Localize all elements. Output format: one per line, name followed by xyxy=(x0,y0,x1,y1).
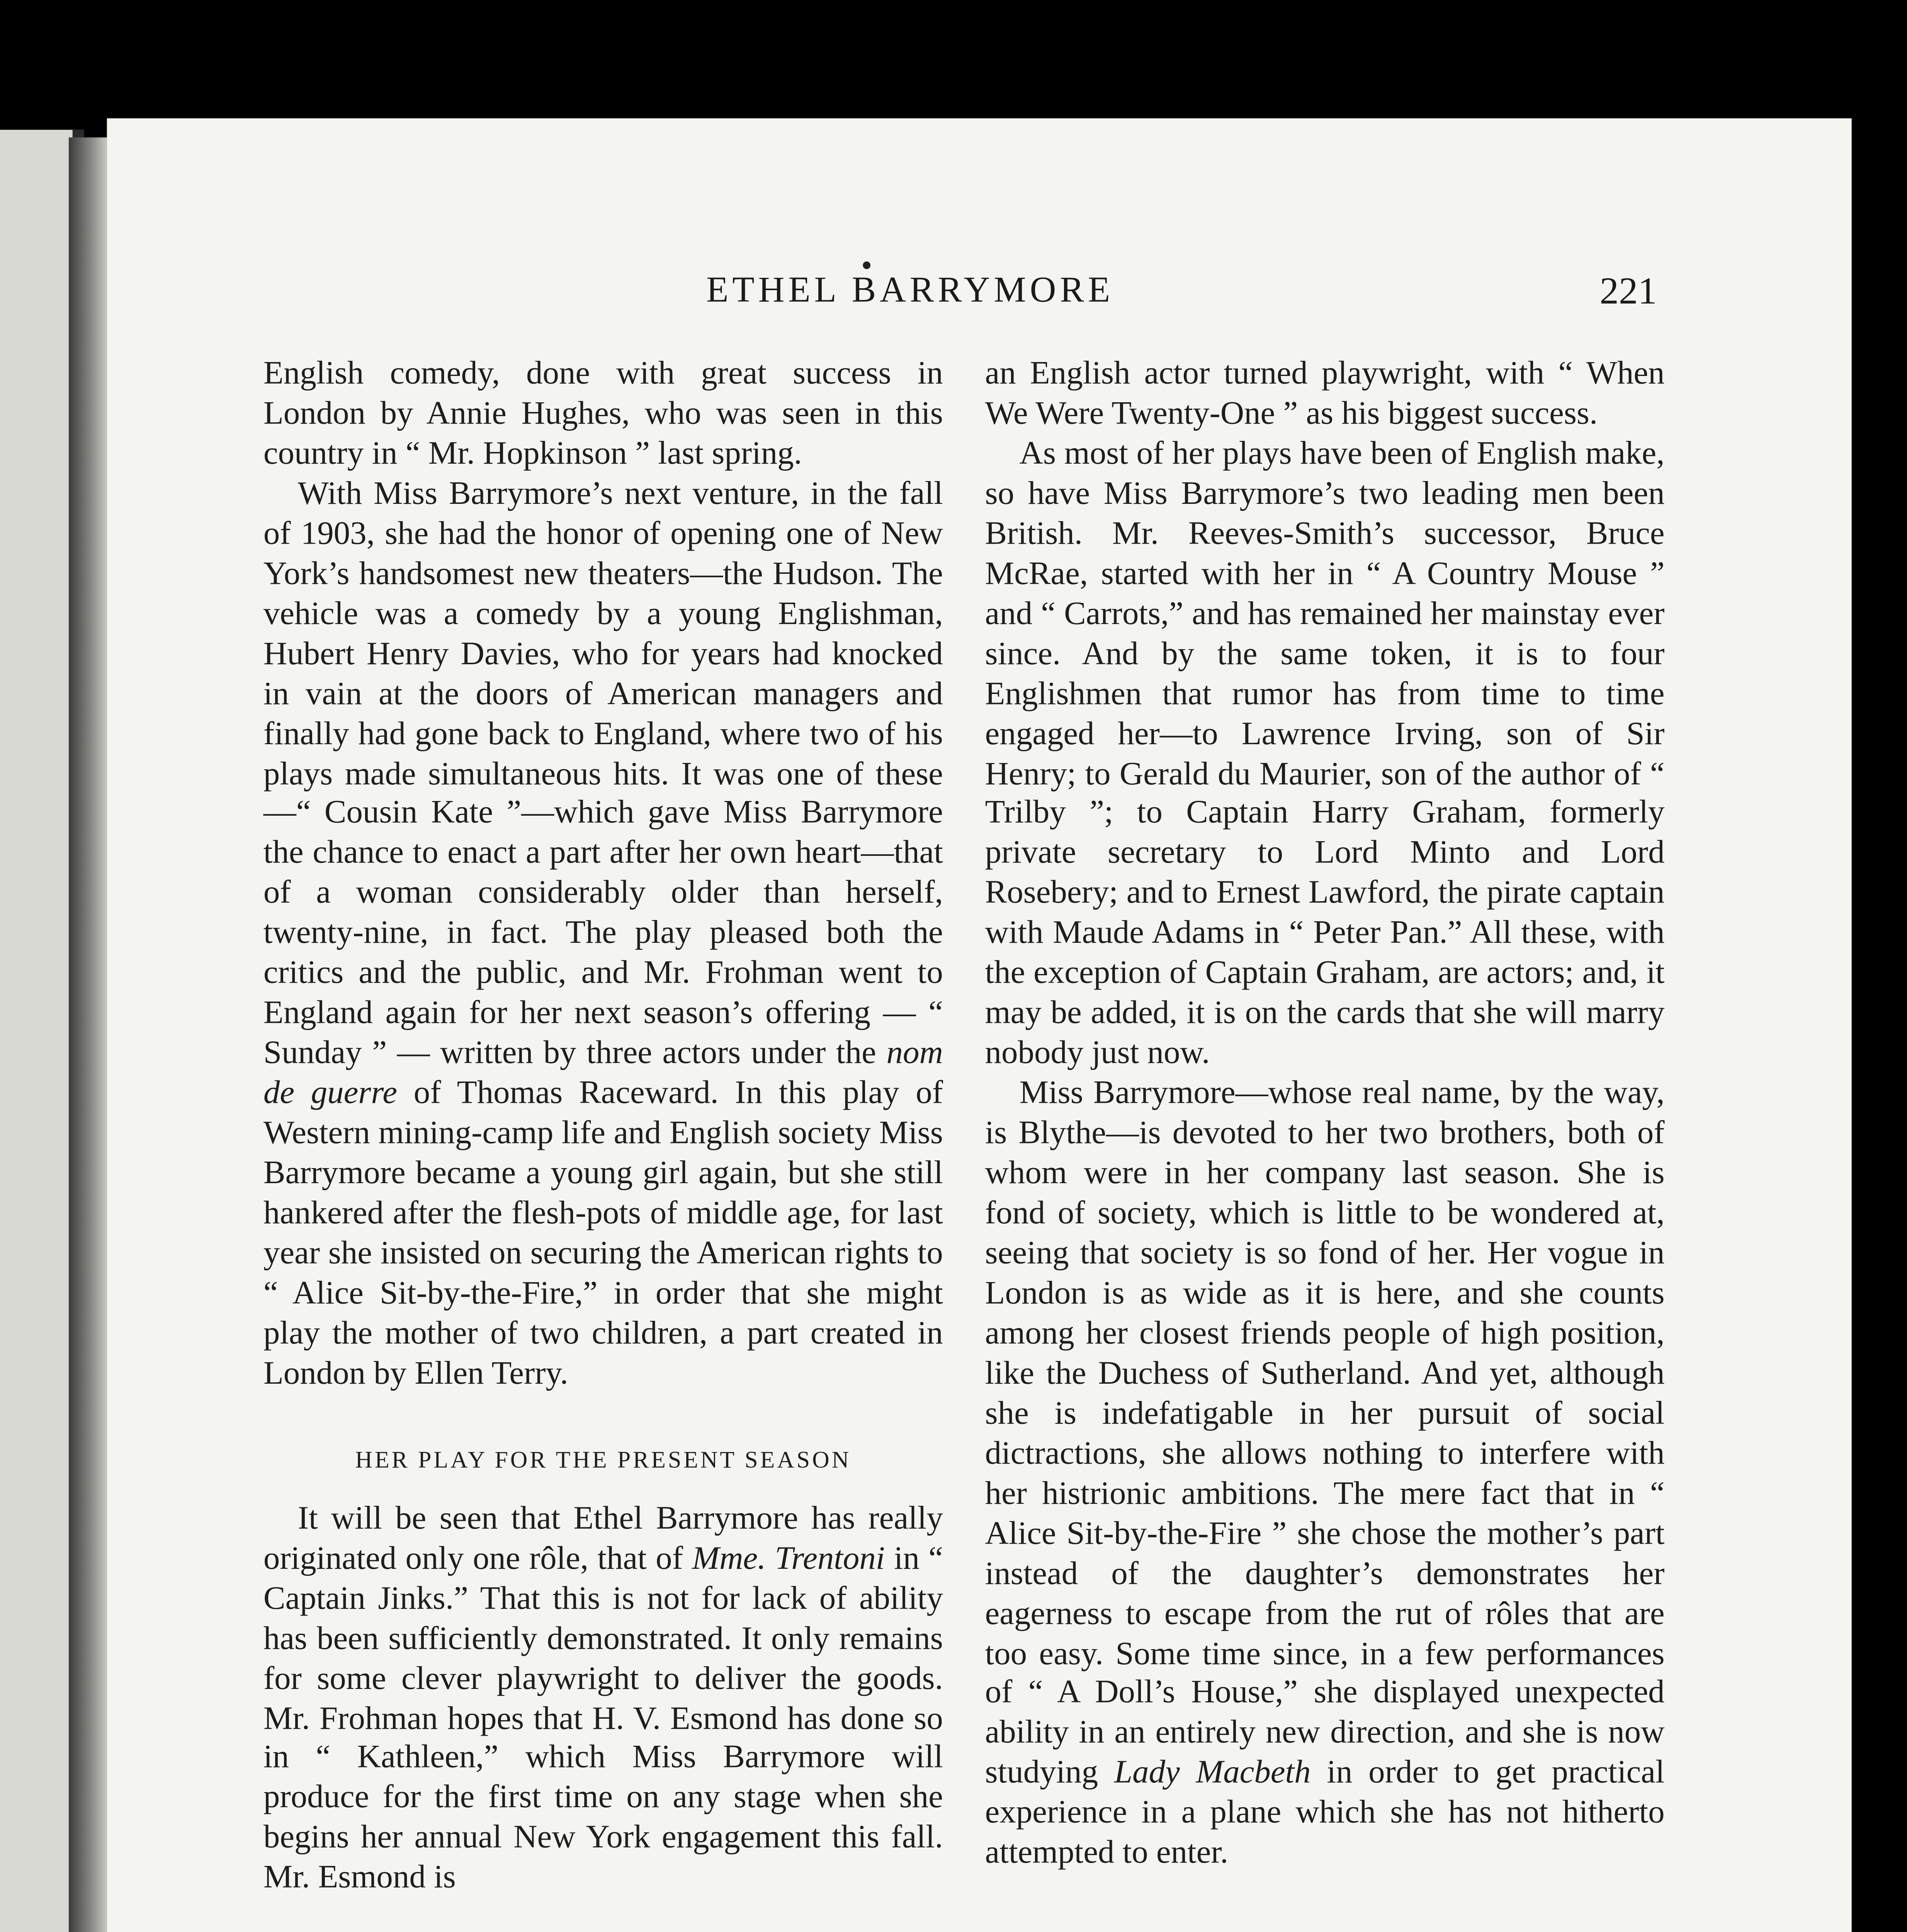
paragraph xyxy=(263,1500,943,1900)
left-column xyxy=(263,355,943,1900)
paragraph-text: in “ Captain Jinks.” That this is not for lack of ability has been sufficiently demonstrated. It only remains for some clever playwright to deliver the goods. Mr. Frohman hopes that H. V. Esmond has done so in “ Kathleen,” which Miss Barrymore will produce for the first time on any stage when she begins her annual New York engagement this fall. Mr. Esmond is xyxy=(263,1539,943,1896)
print-speck xyxy=(863,262,870,269)
paragraph-text: It will be seen that Ethel Barrymore has really originated only one rôle, that of xyxy=(263,1499,943,1576)
running-title: ETHEL BARRYMORE xyxy=(706,271,1114,311)
page-number: 221 xyxy=(1599,271,1657,313)
paragraph xyxy=(263,475,943,1395)
paragraph: As most of her plays have been of English make, so have Miss Barrymore’s two leading men been British. Mr. Reeves-Smith’s successor, Bruce McRae, started with her in “ A Country Mouse ” and “ Carrots,” and has remained her mainstay ever since. And by the same token, it is to four Englishmen that rumor has from time to time engaged her—to Lawrence Irving, son of Sir Henry; to Gerald du Maurier, son of the author of “ Trilby ”; to Captain Harry Graham, formerly private secretary to Lord Minto and Lord Rosebery; and to Ernest Lawford, the pirate captain with Maude Adams in “ Peter Pan.” All these, with the exception of Captain Graham, are actors; and, it may be added, it is on the cards that she will marry nobody just now. xyxy=(985,435,1665,1071)
book-gutter-shadow xyxy=(69,138,107,1932)
paragraph-text: in order to get practical experience in a plane which she has not hitherto attempted to enter. xyxy=(985,1754,1665,1871)
paragraph-text: Miss Barrymore—whose real name, by the way, is Blythe—is devoted to her two brothers, both of whom were in her company last season. She is fond of society, which is little to be wondered at, seeing that society is so fond of her. Her vogue in London is as wide as it is here, and she counts among her closest friends people of high position, like the Duchess of Sutherland. And yet, although she is indefatigable in her pursuit of social dictractions, she allows nothing to interfere with her histrionic ambitions. The mere fact that in “ Alice Sit-by-the-Fire ” she chose the mother’s part instead of the daughter’s demonstrates her eagerness to escape from the rut of rôles that are too easy. Some time since, in a few performances of “ A Doll’s House,” she displayed unexpected ability in an entirely new direction, and she is now studying xyxy=(985,1075,1665,1791)
paragraph-text: With Miss Barrymore’s next venture, in the fall of 1903, she had the honor of opening one of New York’s handsomest new theaters—the Hudson. The vehicle was a comedy by a young Englishman, Hubert Henry Davies, who for years had knocked in vain at the doors of American managers and finally had gone back to England, where two of his plays made simultaneous hits. It was one of these—“ Cousin Kate ”—which gave Miss Barrymore the chance to enact a part after her own heart—that of a woman considerably older than herself, twenty-nine, in fact. The play pleased both the critics and the public, and Mr. Frohman went to England again for her next season’s offering — “ Sunday ” — written by three actors under the xyxy=(263,475,943,1071)
italic-phrase: Mme. Trentoni xyxy=(692,1539,885,1576)
paragraph: an English actor turned playwright, with “ When We Were Twenty-One ” as his biggest success. xyxy=(985,355,1665,431)
section-subheading: HER PLAY FOR THE PRESENT SEASON xyxy=(355,1446,852,1473)
italic-phrase: Lady Macbeth xyxy=(1114,1754,1311,1791)
paragraph: English comedy, done with great success in London by Annie Hughes, who was seen in this country in “ Mr. Hopkinson ” last spring. xyxy=(263,355,943,471)
paragraph-text: of Thomas Raceward. In this play of Western mining-camp life and English society Miss Barrymore became a young girl again, but she still hankered after the flesh-pots of middle age, for last year she insisted on securing the American rights to “ Alice Sit-by-the-Fire,” in order that she might play the mother of two children, a part created in London by Ellen Terry. xyxy=(263,1075,943,1391)
italic-phrase: nom de guerre xyxy=(263,1034,943,1111)
right-column xyxy=(985,355,1665,1875)
paragraph xyxy=(985,1075,1665,1874)
